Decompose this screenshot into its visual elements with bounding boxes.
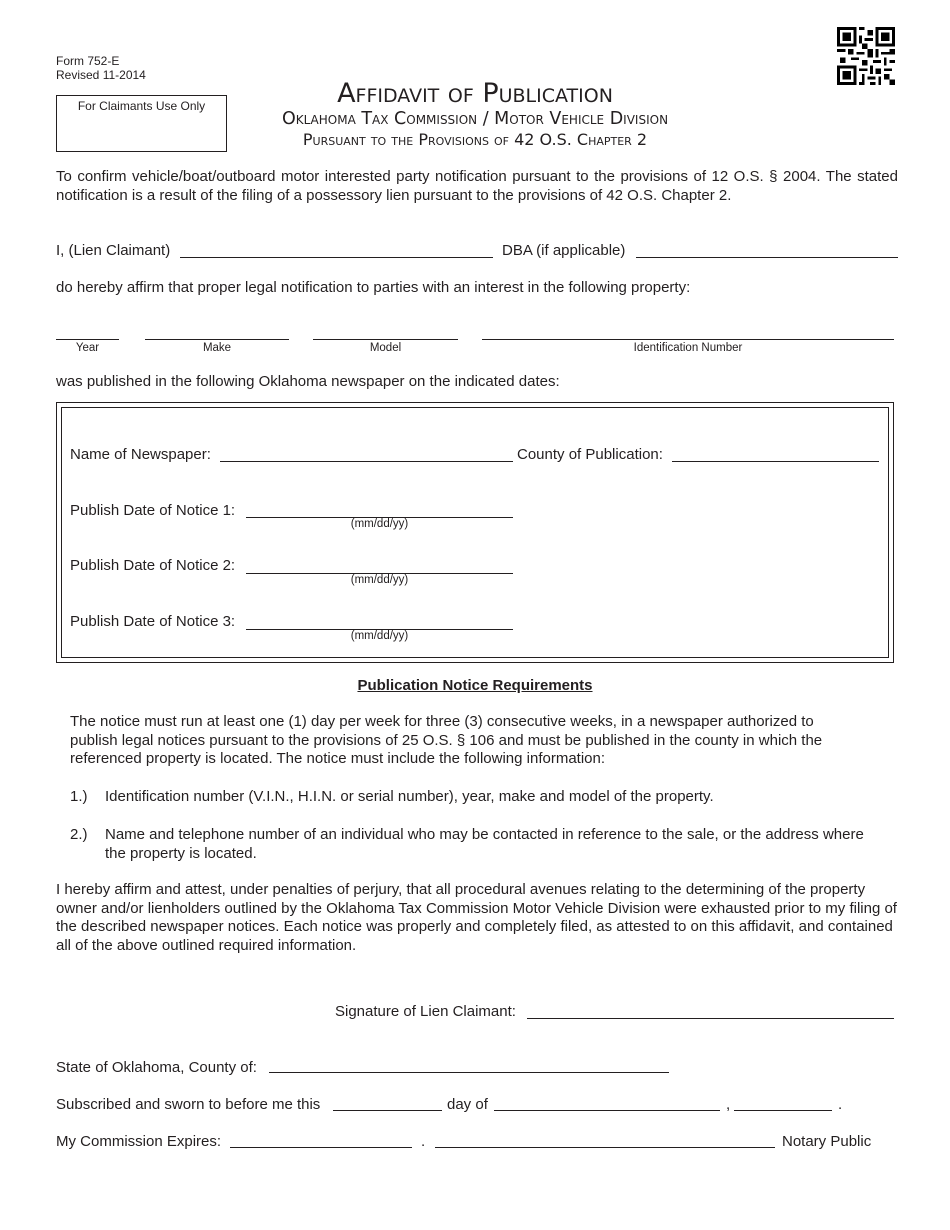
published-text: was published in the following Oklahoma newspaper on the indicated dates: [56,373,560,390]
year-caption: Year [75,342,100,354]
commission-expires-field[interactable] [230,1147,412,1148]
notary-public-label: Notary Public [782,1133,872,1150]
state-county-label: State of Oklahoma, County of: [56,1059,257,1076]
notice1-label: Publish Date of Notice 1: [70,502,236,519]
newspaper-name-field[interactable] [220,461,513,462]
claimants-box-label: For Claimants Use Only [77,99,206,113]
page-title: Affidavit of Publication [337,78,613,109]
signature-field[interactable] [527,1018,894,1019]
requirement-text: Identification number (V.I.N., H.I.N. or serial number), year, make and model of the property. [105,788,714,805]
intro-paragraph: To confirm vehicle/boat/outboard motor interested party notification pursuant to the provisions of 12 O.S. § 2004. The stated notification is a result of the filing of a possessory lien pursuant to the provisions of 42 O.S. Chapter 2. [56,168,898,204]
dba-label: DBA (if applicable) [502,242,626,259]
sworn-label: Subscribed and sworn to before me this [56,1096,321,1113]
sworn-day-field[interactable] [333,1110,442,1111]
day-of-label: day of [447,1096,488,1113]
page-subtitle-agency: Oklahoma Tax Commission / Motor Vehicle Division [281,109,669,129]
requirements-body: The notice must run at least one (1) day per week for three (3) consecutive weeks, in a newspaper authorized to publish legal notices pursuant to the provisions of 25 O.S. § 106 and must be published in the county in which the referenced property is located. The notice must include the following information: [70,713,823,767]
county-field[interactable] [269,1072,669,1073]
requirements-heading: Publication Notice Requirements [357,677,593,694]
make-caption: Make [202,342,232,354]
identification-number-field[interactable] [482,339,894,340]
notice3-date-format: (mm/dd/yy) [350,630,409,642]
county-publication-field[interactable] [672,461,879,462]
county-publication-label: County of Publication: [517,446,663,463]
signature-label: Signature of Lien Claimant: [335,1003,516,1020]
identification-number-caption: Identification Number [633,342,743,354]
form-number: Form 752-E [56,54,120,68]
notice3-label: Publish Date of Notice 3: [70,613,236,630]
newspaper-name-label: Name of Newspaper: [70,446,211,463]
model-field[interactable] [313,339,458,340]
requirement-number: 1.) [70,788,88,805]
claimants-use-box[interactable] [56,95,227,152]
make-field[interactable] [145,339,289,340]
lien-claimant-label: I, (Lien Claimant) [56,242,171,259]
dba-field[interactable] [636,257,898,258]
qr-code-icon [837,27,895,85]
notice2-date-format: (mm/dd/yy) [350,574,409,586]
notice1-date-format: (mm/dd/yy) [350,518,409,530]
period-separator: . [838,1096,843,1113]
requirement-number: 2.) [70,826,88,843]
form-revised: Revised 11-2014 [56,68,146,82]
notary-signature-field[interactable] [435,1147,775,1148]
notice2-label: Publish Date of Notice 2: [70,557,236,574]
commission-expires-label: My Commission Expires: [56,1133,222,1150]
sworn-year-field[interactable] [734,1110,832,1111]
sworn-month-field[interactable] [494,1110,720,1111]
attest-paragraph: I hereby affirm and attest, under penalties of perjury, that all procedural avenues relating to the determining of the property owner and/or lienholders outlined by the Oklahoma Tax Commission Motor Vehicle Division were exhausted prior to my filing of the described newspaper notices. Each notice was properly and completely filed, as attested to on this affidavit, and contained all of the above outlined required information. [56,881,897,954]
requirement-text: Name and telephone number of an individual who may be contacted in reference to the sale, or the address where the property is located. [105,826,864,862]
affirm-text: do hereby affirm that proper legal notification to parties with an interest in the following property: [56,279,691,296]
dot-separator: . [421,1133,426,1150]
comma-separator: , [726,1096,731,1113]
year-field[interactable] [56,339,119,340]
page-subtitle-provisions: Pursuant to the Provisions of 42 O.S. Chapter 2 [302,130,648,149]
lien-claimant-field[interactable] [180,257,493,258]
model-caption: Model [369,342,402,354]
